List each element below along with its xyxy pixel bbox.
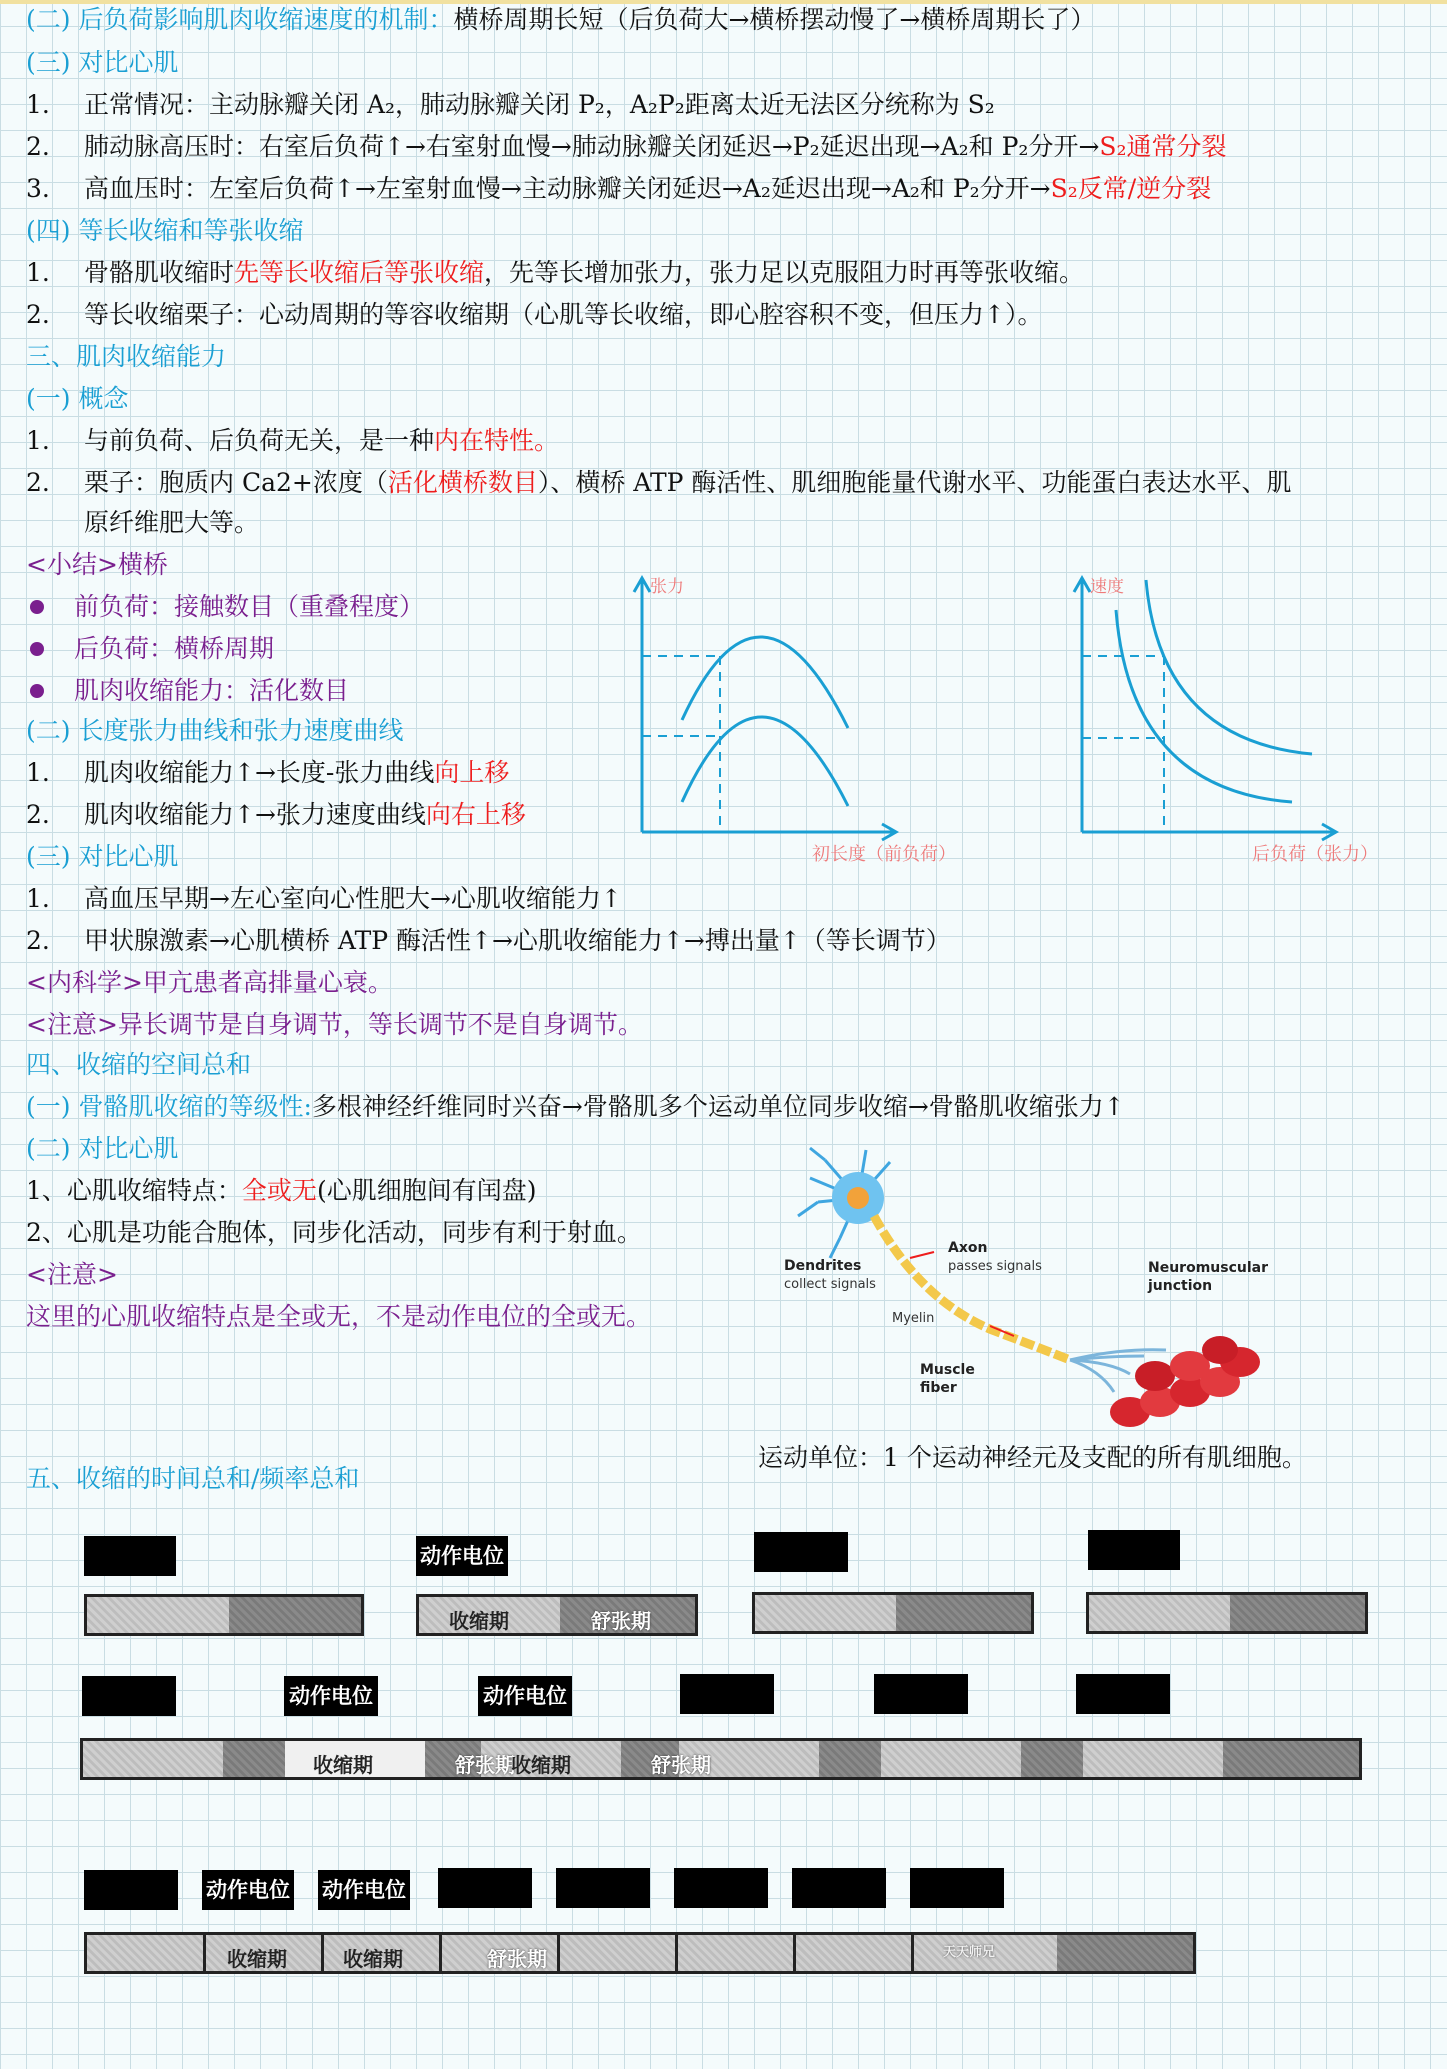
ap-block: 动作电位 [284,1676,378,1716]
relax-label: 舒张期 [487,1947,547,1971]
heading-compare-cardiac-1: (三) 对比心肌 [26,48,179,77]
twitch-bar [752,1592,1034,1634]
line-examples: 2. 栗子：胞质内 Ca2+浓度（活化横桥数目）、横桥 ATP 酶活性、肌细胞能量代谢水平、功能蛋白表达水平、肌 [26,468,1292,497]
incomplete-tetanus-bar [80,1738,1362,1780]
upper-curve [1146,580,1312,754]
myelin-label: Myelin [892,1311,935,1326]
ap-block [910,1868,1004,1908]
contract-label: 收缩期 [343,1947,403,1971]
dendrites-label: Dendrites [784,1258,862,1274]
ap-block [674,1868,768,1908]
ap-block [84,1870,178,1910]
contract-label: 收缩期 [313,1753,373,1777]
note-internal-medicine: <内科学>甲亢患者高排量心衰。 [26,968,393,997]
line-length-tension: 1. 肌肉收缩能力↑→长度-张力曲线向上移 [26,758,510,787]
ap-block: 动作电位 [416,1536,508,1576]
muscle-label-1: Muscle [920,1362,975,1378]
ap-block: 动作电位 [478,1676,572,1716]
bullet-icon [30,600,44,614]
line-thyroid: 2. 甲状腺激素→心肌横桥 ATP 酶活性↑→心肌收缩能力↑→搏出量↑（等长调节） [26,926,951,955]
signal-arrow [910,1252,934,1258]
relax-label: 舒张期 [651,1753,711,1777]
line-intrinsic: 1. 与前负荷、后负荷无关，是一种内在特性。 [26,426,560,455]
twitch-bar [84,1594,364,1636]
heading-contractility: 三、肌肉收缩能力 [26,342,227,371]
summary-crossbridge: <小结>横桥 [26,550,168,579]
ap-block: 动作电位 [202,1870,294,1910]
myelin-axon [874,1216,1070,1360]
contract-label: 收缩期 [449,1609,509,1633]
twitch-bar [416,1594,698,1636]
bullet-icon [30,684,44,698]
line-afterload-mechanism: (二) 后负荷影响肌肉收缩速度的机制：横桥周期长短（后负荷大→横桥摆动慢了→横桥周期长了） [26,5,1096,34]
ap-block [82,1676,176,1716]
heading-compare-cardiac-3: (二) 对比心肌 [26,1134,179,1163]
axon-label: Axon [948,1240,988,1256]
note-autoregulation: <注意>异长调节是自身调节，等长调节不是自身调节。 [26,1010,643,1039]
line-syncytium: 2、心肌是功能合胞体，同步化活动，同步有利于射血。 [26,1218,642,1247]
lower-curve [1116,610,1292,802]
dendrites-sub-label: collect signals [784,1277,876,1292]
line-tension-velocity: 2. 肌肉收缩能力↑→张力速度曲线向右上移 [26,800,526,829]
upper-curve [682,637,848,728]
lower-curve [682,717,848,806]
line-hypertension: 3. 高血压时：左室后负荷↑→左室射血慢→主动脉瓣关闭延迟→A₂延迟出现→A₂和 P₂分开→S₂反常/逆分裂 [26,174,1212,203]
bullet-preload: 前负荷：接触数目（重叠程度） [26,589,424,625]
contract-label: 收缩期 [511,1753,571,1777]
heading-concept: (一) 概念 [26,384,129,413]
x-label-graph2: 后负荷（张力） [1252,844,1378,865]
line-all-or-none: 1、心肌收缩特点：全或无(心肌细胞间有闰盘) [26,1176,537,1205]
relax-label: 舒张期 [455,1753,515,1777]
heading-curves: (二) 长度张力曲线和张力速度曲线 [26,716,404,745]
tension-velocity-graph [1060,570,1430,870]
axon-sub-label: passes signals [948,1259,1042,1274]
bullet-icon [30,642,44,656]
line-skeletal-contraction: 1. 骨骼肌收缩时先等长收缩后等张收缩，先等长增加张力，张力足以克服阻力时再等张收缩。 [26,258,1085,287]
ap-block [1088,1530,1180,1570]
motor-neuron-illustration [770,1130,1290,1430]
ap-block [680,1674,774,1714]
ap-block [874,1674,968,1714]
note-all-or-none: 这里的心肌收缩特点是全或无，不是动作电位的全或无。 [26,1302,652,1331]
ap-block [792,1868,886,1908]
heading-compare-cardiac-2: (三) 对比心肌 [26,842,179,871]
x-label-graph1: 初长度（前负荷） [812,844,956,865]
ap-block [438,1868,532,1908]
twitch-bar [1086,1592,1368,1634]
ap-block [754,1532,848,1572]
bullet-contractility: 肌肉收缩能力：活化数目 [26,673,349,709]
complete-tetanus-bar [84,1932,1196,1974]
motor-unit-definition: 运动单位：1 个运动神经元及支配的所有肌细胞。 [758,1443,1307,1472]
ap-block: 动作电位 [318,1870,410,1910]
contract-label: 收缩期 [227,1947,287,1971]
ap-block [556,1868,650,1908]
muscle-label-2: fiber [920,1380,957,1396]
neuron-cell-body [798,1148,890,1258]
heading-spatial-summation: 四、收缩的空间总和 [26,1050,252,1079]
watermark: 天天师兄 [943,1945,996,1960]
heading-isometric-isotonic: (四) 等长收缩和等张收缩 [26,216,304,245]
relax-label: 舒张期 [591,1609,651,1633]
line-isometric-example: 2. 等长收缩栗子：心动周期的等容收缩期（心肌等长收缩，即心腔容积不变，但压力↑）。 [26,300,1043,329]
bullet-afterload: 后负荷：横桥周期 [26,631,274,667]
nmj-label-1: Neuromuscular [1148,1260,1269,1276]
line-pulm-hypertension: 2. 肺动脉高压时：右室后负荷↑→右室射血慢→肺动脉瓣关闭延迟→P₂延迟出现→A₂和 P₂分开→S₂通常分裂 [26,132,1227,161]
line-grading: (一) 骨骼肌收缩的等级性:多根神经纤维同时兴奋→骨骼肌多个运动单位同步收缩→骨骼肌收缩张力↑ [26,1092,1125,1121]
heading-temporal-summation: 五、收缩的时间总和/频率总和 [26,1464,360,1493]
length-tension-graph [620,570,1000,870]
line-examples-cont: 原纤维肥大等。 [84,508,260,537]
line-normal-s2: 1. 正常情况：主动脉瓣关闭 A₂，肺动脉瓣关闭 P₂，A₂P₂距离太近无法区分统称为 S₂ [26,90,995,119]
line-hypertrophy: 1. 高血压早期→左心室向心性肥大→心肌收缩能力↑ [26,884,622,913]
y-label: 张力 [650,577,684,597]
ap-block [1076,1674,1170,1714]
y-label: 速度 [1090,577,1124,597]
nmj-label-2: junction [1148,1278,1213,1294]
note-label: <注意> [26,1260,118,1289]
ap-block [84,1536,176,1576]
